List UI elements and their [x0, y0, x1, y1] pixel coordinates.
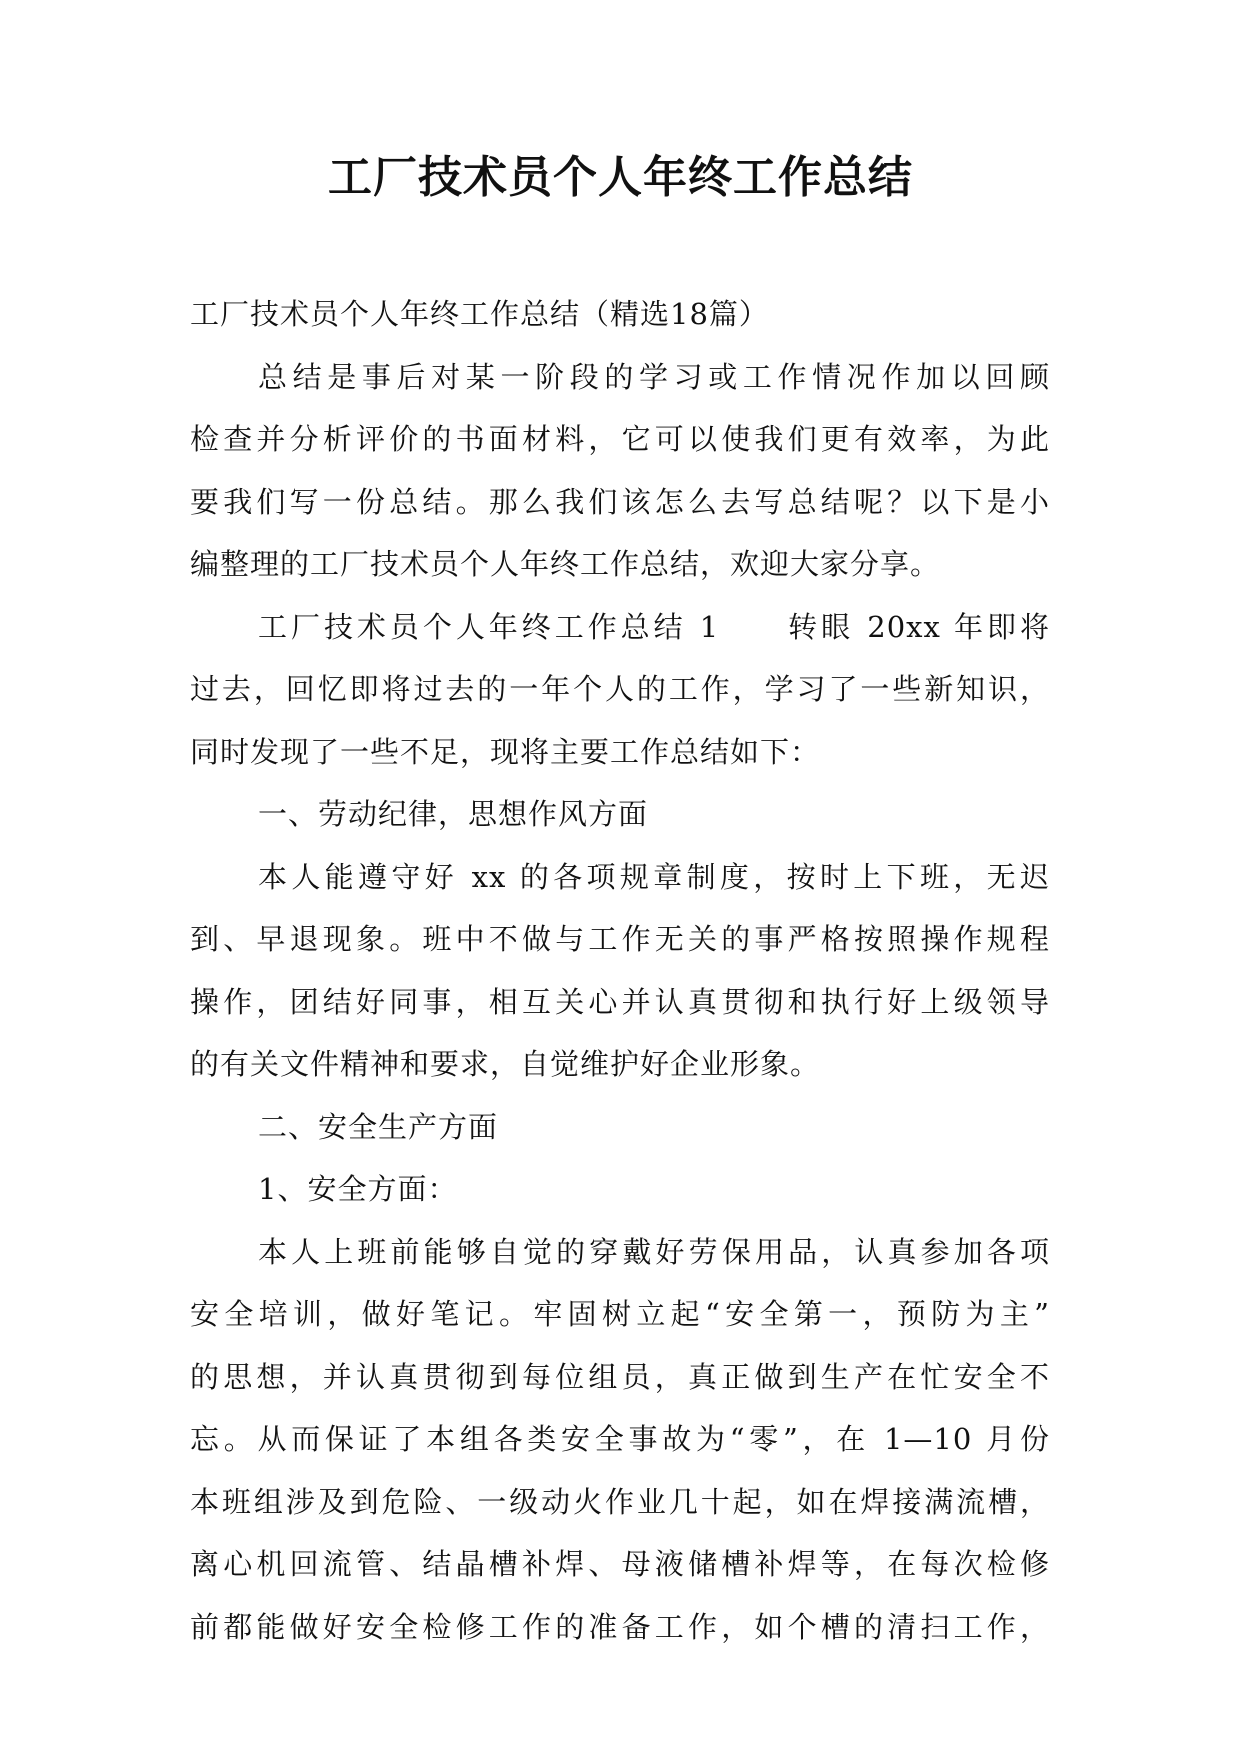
body-text-line: 本人能遵守好 xx 的各项规章制度，按时上下班，无迟 — [258, 859, 1050, 894]
body-text-line: 二、安全生产方面 — [258, 1109, 499, 1144]
body-text-line: 总结是事后对某一阶段的学习或工作情况作加以回顾 — [258, 359, 1050, 394]
body-text-line: 前都能做好安全检修工作的准备工作，如个槽的清扫工作， — [190, 1609, 1050, 1644]
body-text-line: 到、早退现象。班中不做与工作无关的事严格按照操作规程 — [190, 922, 1050, 956]
body-text-line: 一、劳动纪律，思想作风方面 — [258, 797, 649, 831]
body-text-line: 检查并分析评价的书面材料，它可以使我们更有效率，为此 — [190, 422, 1050, 456]
document-body — [190, 283, 1050, 1658]
body-text-line: 工厂技术员个人年终工作总结 1 转眼 20xx 年即将 — [258, 609, 1050, 644]
body-text-line: 忘。从而保证了本组各类安全事故为“零”，在 1—10 月份 — [190, 1422, 1050, 1456]
body-text-line: 的有关文件精神和要求，自觉维护好企业形象。 — [190, 1047, 821, 1081]
body-text-line: 本班组涉及到危险、一级动火作业几十起，如在焊接满流槽， — [190, 1484, 1050, 1519]
page-title: 工厂技术员个人年终工作总结 — [328, 152, 913, 203]
body-text-line: 工厂技术员个人年终工作总结（精选18篇） — [190, 297, 769, 331]
body-text-line: 编整理的工厂技术员个人年终工作总结，欢迎大家分享。 — [190, 547, 941, 581]
body-text-line: 同时发现了一些不足，现将主要工作总结如下： — [190, 734, 821, 769]
body-text-line: 本人上班前能够自觉的穿戴好劳保用品，认真参加各项 — [258, 1234, 1050, 1269]
body-text-line: 的思想，并认真贯彻到每位组员，真正做到生产在忙安全不 — [190, 1359, 1050, 1394]
body-text-line: 离心机回流管、结晶槽补焊、母液储槽补焊等，在每次检修 — [190, 1547, 1050, 1581]
body-text-line: 操作，团结好同事，相互关心并认真贯彻和执行好上级领导 — [190, 984, 1050, 1019]
body-text-line: 1、安全方面： — [258, 1172, 458, 1206]
body-text-line: 安全培训，做好笔记。牢固树立起“安全第一，预防为主” — [190, 1297, 1050, 1331]
body-text-line: 过去，回忆即将过去的一年个人的工作，学习了一些新知识， — [190, 672, 1050, 706]
body-text-line: 要我们写一份总结。那么我们该怎么去写总结呢？以下是小 — [190, 484, 1050, 519]
